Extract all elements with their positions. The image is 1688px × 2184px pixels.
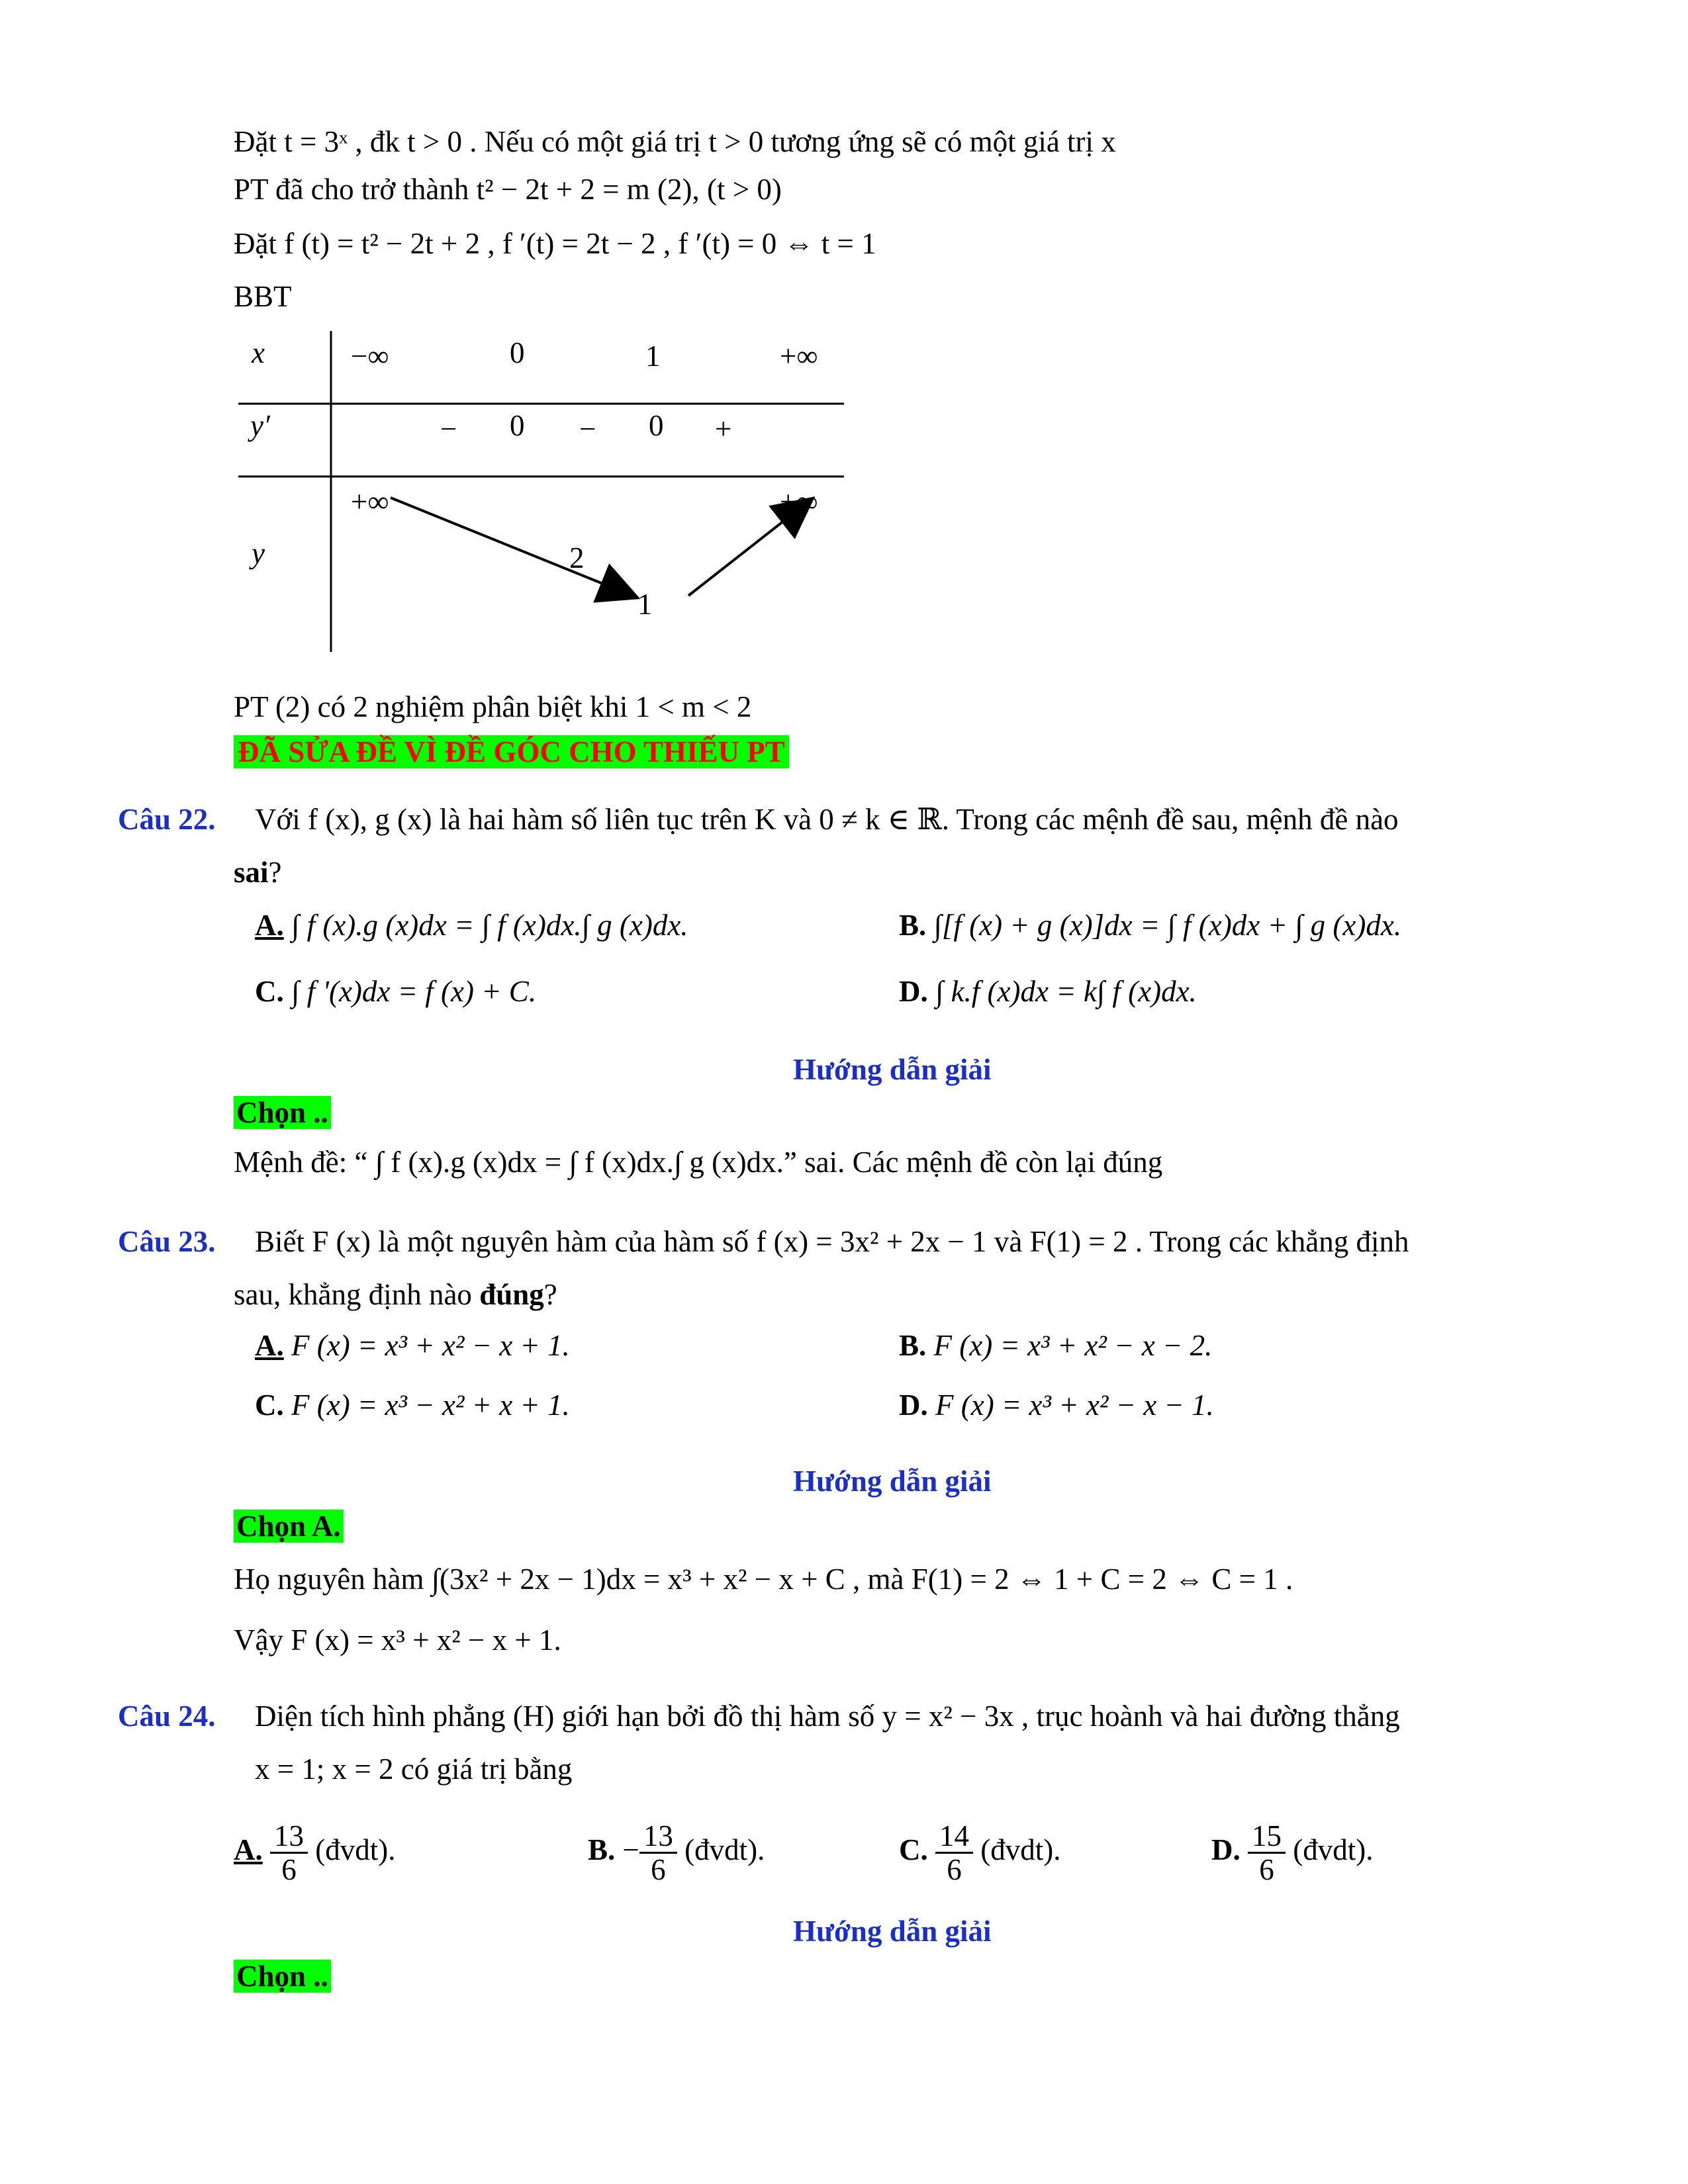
bbt-yp-val: − [579,412,596,445]
bbt-yp-val: 0 [649,409,664,442]
intro-line-4: BBT [234,280,292,313]
q22-stem-2: sai? [234,856,282,889]
q24-guide-title: Hướng dẫn giải [793,1915,992,1948]
bbt-yp-val: + [715,412,732,445]
edited-note: ĐÃ SỬA ĐỀ VÌ ĐỀ GÓC CHO THIẾU PT [234,735,789,768]
bbt-x-val: −∞ [351,340,389,373]
bbt-y-val: 1 [637,588,653,621]
bbt-y-val: +∞ [351,485,389,518]
bbt-yp-val: 0 [510,409,525,442]
q22-label: Câu 22. [118,803,216,836]
q24-chosen: Chọn .. [234,1960,331,1993]
intro-line-2: PT đã cho trở thành t² − 2t + 2 = m (2), (t > 0) [234,173,782,206]
q23-guide-title: Hướng dẫn giải [793,1465,992,1498]
q23-stem-2: sau, khẳng định nào đúng? [234,1278,557,1311]
q23-option-d[interactable]: D. F (x) = x³ + x² − x − 1. [899,1388,1214,1422]
q22-chosen: Chọn .. [234,1096,331,1129]
q23-explanation-1: Họ nguyên hàm ∫(3x² + 2x − 1)dx = x³ + x² − x + C , mà F(1) = 2 ⇔ 1 + C = 2 ⇔ C = 1 . [234,1563,1293,1596]
q24-option-d[interactable]: D. $\frac{15}{6}$ (đvdt). [1211,1819,1374,1887]
bbt-y-val: 2 [569,541,585,574]
bbt-x-val: +∞ [780,340,818,373]
q23-explanation-2: Vậy F (x) = x³ + x² − x + 1. [234,1623,561,1657]
q22-option-c[interactable]: C. ∫ f '(x)dx = f (x) + C. [255,975,537,1008]
q22-option-b[interactable]: B. ∫[f (x) + g (x)]dx = ∫ f (x)dx + ∫ g (x)dx. [899,909,1402,942]
q24-stem-2: x = 1; x = 2 có giá trị bằng [255,1752,573,1786]
q24-label: Câu 24. [118,1700,216,1733]
q24-option-c[interactable]: C. $\frac{14}{6}$ (đvdt). [899,1819,1061,1887]
bbt-x-val: 0 [510,336,525,369]
q22-option-d[interactable]: D. ∫ k.f (x)dx = k∫ f (x)dx. [899,975,1197,1008]
bbt-yp-label: y′ [250,409,270,442]
bbt-x-label: x [252,336,265,369]
bbt-y-val: +∞ [780,485,818,518]
q23-stem-1: Biết F (x) là một nguyên hàm của hàm số f (x) = 3x² + 2x − 1 và F(1) = 2 . Trong các khẳng định [255,1225,1409,1258]
bbt-y-label: y [252,537,265,570]
q24-option-b[interactable]: B. − $\frac{13}{6}$ (đvdt). [588,1819,765,1887]
q23-label: Câu 23. [118,1225,216,1258]
q22-stem-1: Với f (x), g (x) là hai hàm số liên tục trên K và 0 ≠ k ∈ ℝ. Trong các mệnh đề sau, mệnh đề nào [255,803,1399,836]
intro-line-1: Đặt t = 3ˣ , đk t > 0 . Nếu có một giá trị t > 0 tương ứng sẽ có một giá trị x [234,125,1116,158]
q24-stem-1: Diện tích hình phẳng (H) giới hạn bởi đồ thị hàm số y = x² − 3x , trục hoành và hai đường thẳng [255,1700,1400,1733]
q22-explanation: Mệnh đề: “ ∫ f (x).g (x)dx = ∫ f (x)dx.∫ g (x)dx.” sai. Các mệnh đề còn lại đúng [234,1146,1163,1179]
q22-option-a[interactable]: A. ∫ f (x).g (x)dx = ∫ f (x)dx.∫ g (x)dx. [255,909,688,942]
q23-option-c[interactable]: C. F (x) = x³ − x² + x + 1. [255,1388,570,1422]
q23-option-b[interactable]: B. F (x) = x³ + x² − x − 2. [899,1329,1213,1362]
bbt-arrow-down [391,498,635,597]
pt2-condition: PT (2) có 2 nghiệm phân biệt khi 1 < m < 2 [234,690,752,723]
q22-guide-title: Hướng dẫn giải [793,1053,992,1086]
bbt-yp-val: − [440,412,457,445]
intro-line-3: Đặt f (t) = t² − 2t + 2 , f ′(t) = 2t − 2 , f ′(t) = 0 ⇔ t = 1 [234,227,876,260]
bbt-x-val: 1 [645,340,661,373]
q23-chosen: Chọn A. [234,1510,344,1543]
q24-option-a[interactable]: A. $\frac{13}{6}$ (đvdt). [234,1819,396,1887]
q23-option-a[interactable]: A. F (x) = x³ + x² − x + 1. [255,1329,570,1362]
